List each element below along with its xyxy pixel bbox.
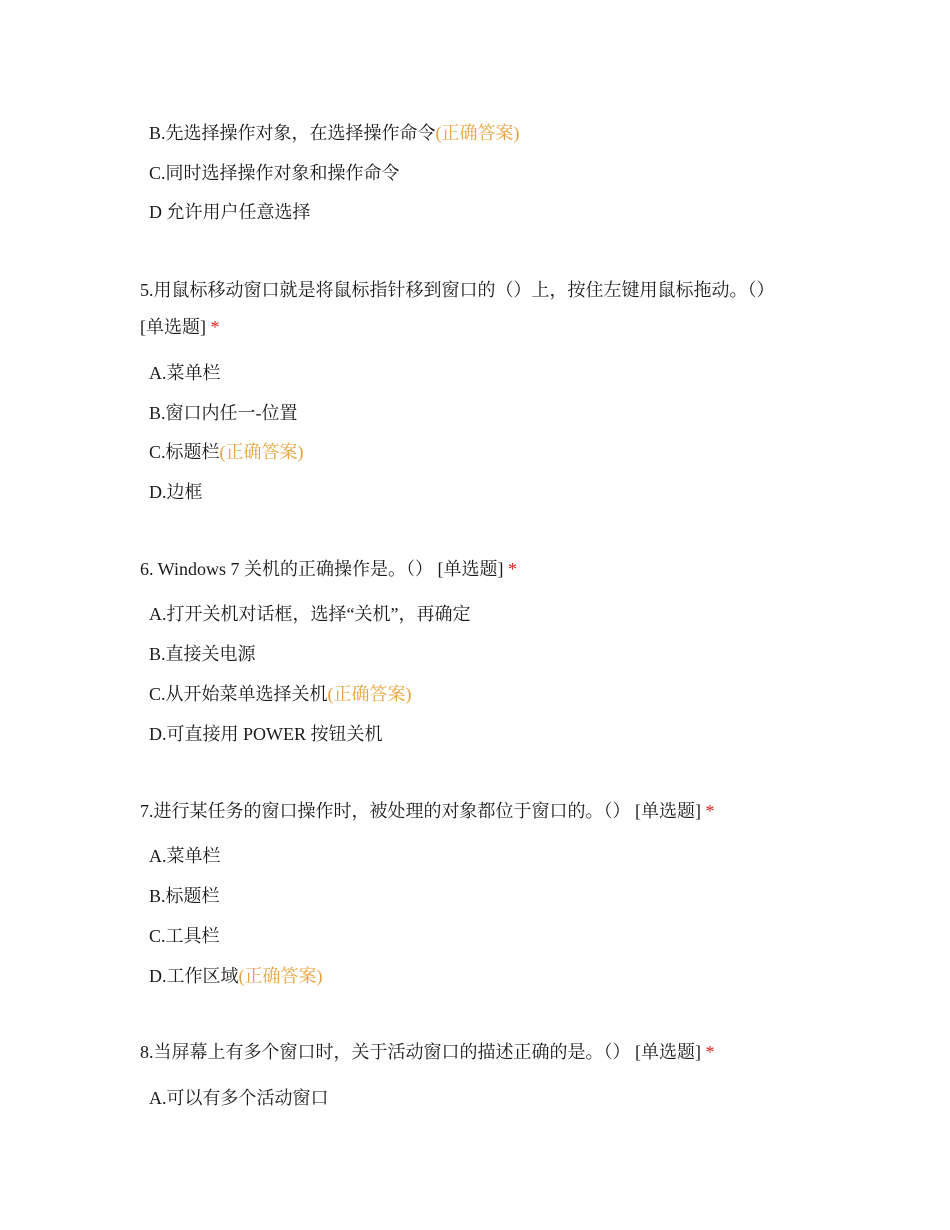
q5-option-a	[149, 362, 221, 384]
question-5-title	[140, 279, 775, 301]
q6-option-c	[149, 683, 412, 705]
question-text: 7.进行某任务的窗口操作时，被处理的对象都位于窗口的。（） [单选题]	[140, 801, 701, 821]
q6-option-d	[149, 723, 383, 745]
q5-option-b	[149, 402, 298, 424]
question-text: 8.当屏幕上有多个窗口时，关于活动窗口的描述正确的是。（） [单选题]	[140, 1042, 701, 1062]
q6-option-a	[149, 603, 470, 625]
question-5-type	[140, 316, 220, 338]
option-text: D.工作区域	[149, 966, 239, 986]
q6-option-b	[149, 643, 256, 665]
required-marker: *	[210, 317, 220, 337]
q5-option-c	[149, 441, 304, 463]
option-text: C.标题栏	[149, 442, 220, 462]
option-text: B.窗口内任一-位置	[149, 403, 298, 423]
option-text: A.打开关机对话框，选择“关机”，再确定	[149, 604, 471, 624]
option-text: D.边框	[149, 482, 203, 502]
option-text: B.直接关电源	[149, 644, 256, 664]
question-8-title	[140, 1041, 715, 1063]
correct-answer-marker: (正确答案)	[219, 442, 304, 462]
required-marker: *	[507, 559, 517, 579]
option-text: B.标题栏	[149, 886, 220, 906]
question-text: 6. Windows 7 关机的正确操作是。（） [单选题]	[140, 559, 504, 579]
option-b	[149, 122, 520, 144]
option-c	[149, 162, 400, 184]
q8-option-a	[149, 1087, 329, 1109]
option-text: A.可以有多个活动窗口	[149, 1088, 329, 1108]
option-d	[149, 201, 311, 223]
option-text: D.可直接用 POWER 按钮关机	[149, 724, 383, 744]
required-marker: *	[705, 1042, 715, 1062]
option-text: C.工具栏	[149, 926, 220, 946]
q7-option-c	[149, 925, 220, 947]
q7-option-a	[149, 845, 221, 867]
option-text: C.从开始菜单选择关机	[149, 684, 328, 704]
q7-option-d	[149, 965, 323, 987]
question-7-title	[140, 800, 715, 822]
option-text: C.同时选择操作对象和操作命令	[149, 163, 400, 183]
question-type-label: [单选题]	[140, 317, 206, 337]
q5-option-d	[149, 481, 203, 503]
correct-answer-marker: (正确答案)	[238, 966, 323, 986]
question-6-title	[140, 558, 517, 580]
question-text: 5.用鼠标移动窗口就是将鼠标指针移到窗口的（）上，按住左键用鼠标拖动。（）	[140, 280, 775, 300]
correct-answer-marker: (正确答案)	[327, 684, 412, 704]
option-text: A.菜单栏	[149, 363, 221, 383]
q7-option-b	[149, 885, 220, 907]
correct-answer-marker: (正确答案)	[435, 123, 520, 143]
option-text: D 允许用户任意选择	[149, 202, 311, 222]
option-text: B.先选择操作对象，在选择操作命令	[149, 123, 436, 143]
option-text: A.菜单栏	[149, 846, 221, 866]
required-marker: *	[705, 801, 715, 821]
